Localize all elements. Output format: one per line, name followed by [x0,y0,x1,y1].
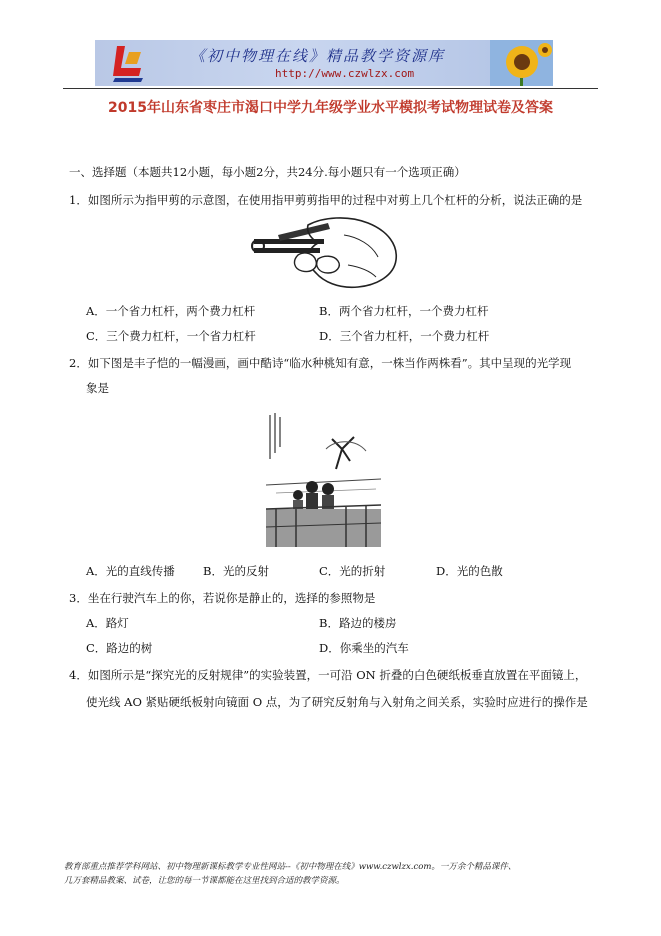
question-2-stem-continued: 象是 [86,381,109,395]
header-banner [95,40,553,86]
question-4-stem: 4．如图所示是“探究光的反射规律”的实验装置，一可沿 ON 折叠的白色硬纸板垂直放置在平面镜上， [69,668,587,682]
question-3-option-c: C．路边的树 [86,641,153,655]
question-2-option-a: A．光的直线传播 [86,564,175,578]
question-1-stem: 1．如图所示为指甲剪的示意图，在使用指甲剪剪指甲的过程中对剪上几个杠杆的分析，说法正确的是 [69,193,583,207]
header-rule [63,88,598,89]
question-2-option-d: D．光的色散 [436,564,503,578]
footer-line-2: 几万套精品教案、试卷，让您的每一节课都能在这里找到合适的教学资源。 [64,876,345,886]
page-footer [64,860,604,888]
question-2-stem: 2．如下图是丰子恺的一幅漫画，画中酷诗“临水种桃知有意，一株当作两株看”。其中呈现的光学现 [69,356,572,370]
section-heading: 一、选择题（本题共12小题，每小题2分，共24分.每小题只有一个选项正确） [69,165,466,179]
question-3-stem: 3．坐在行驶汽车上的你，若说你是静止的，选择的参照物是 [69,591,376,605]
footer-line-1: 教育部重点推荐学科网站、初中物理新课标教学专业性网站--《初中物理在线》www.czwlzx.com。一万余个精品课件、 [64,862,517,872]
sunflower-icon [490,40,553,86]
site-logo-icon [111,42,147,84]
question-3-option-a: A．路灯 [86,616,129,630]
page-title: 2015年山东省枣庄市渴口中学九年级学业水平模拟考试物理试卷及答案 [108,100,553,116]
question-4-stem-continued: 使光线 AO 紧贴硬纸板射向镜面 O 点，为了研究反射角与入射角之间关系，实验时应进行的操作是 [86,695,588,709]
question-1-option-a: A．一个省力杠杆，两个费力杠杆 [86,304,256,318]
question-3-option-b: B．路边的楼房 [319,616,397,630]
question-1-option-b: B．两个省力杠杆，一个费力杠杆 [319,304,489,318]
banner-url: http://www.czwlzx.com [275,67,415,80]
feng-zikai-cartoon-figure [266,409,381,547]
question-1-option-c: C．三个费力杠杆，一个省力杠杆 [86,329,256,343]
question-2-option-c: C．光的折射 [319,564,386,578]
question-2-option-b: B．光的反射 [203,564,269,578]
question-3-option-d: D．你乘坐的汽车 [319,641,409,655]
nail-clipper-figure [248,215,400,290]
banner-title: 《初中物理在线》精品教学资源库 [190,47,446,65]
question-1-option-d: D．三个省力杠杆，一个费力杠杆 [319,329,490,343]
